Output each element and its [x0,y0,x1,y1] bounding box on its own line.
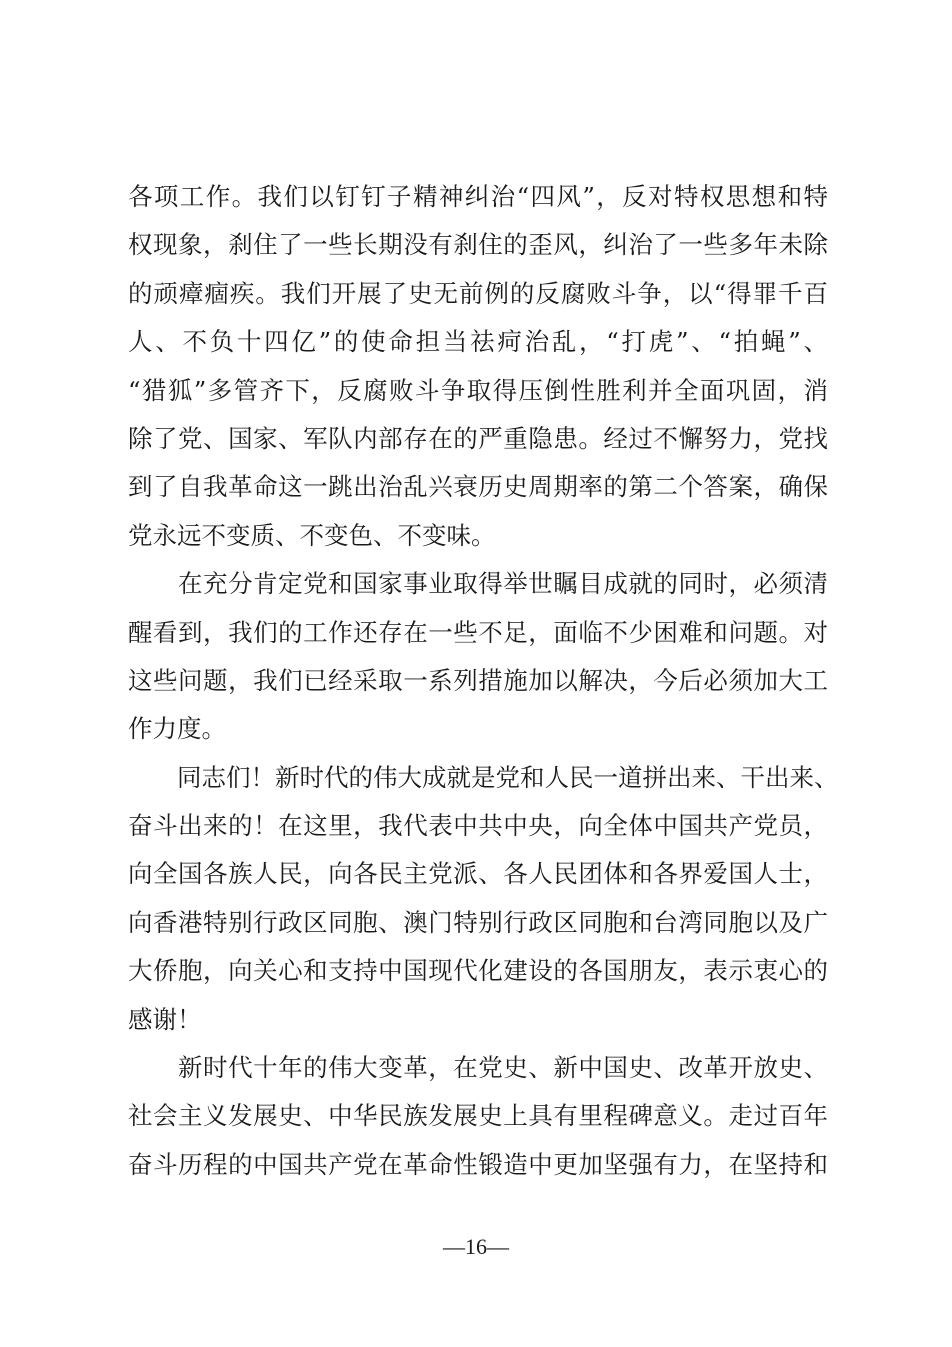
text-line: 作力度。 [128,714,226,744]
text-line: 同志们！新时代的伟大成就是党和人民一道拼出来、干出来、 [128,762,839,792]
page-number: —16— [443,1234,509,1259]
page-body [128,173,839,1189]
text-line: 奋斗历程的中国共产党在革命性锻造中更加坚强有力，在坚持和 [128,1149,828,1179]
text-line: 向香港特别行政区同胞、澳门特别行政区同胞和台湾同胞以及广 [128,907,828,937]
text-line: 社会主义发展史、中华民族发展史上具有里程碑意义。走过百年 [128,1101,828,1131]
paragraph-2 [128,560,828,754]
text-line: 除了党、国家、军队内部存在的严重隐患。经过不懈努力，党找 [128,423,828,453]
text-line: 这些问题，我们已经采取一系列措施加以解决，今后必须加大工 [128,665,828,695]
paragraph-1 [128,173,828,560]
text-line: 的顽瘴痼疾。我们开展了史无前例的反腐败斗争，以“得罪千百 [128,278,828,308]
text-line: 人、不负十四亿”的使命担当祛疴治乱，“打虎”、“拍蝇”、 [128,327,828,357]
text-line: “猎狐”多管齐下，反腐败斗争取得压倒性胜利并全面巩固，消 [128,375,828,405]
text-line: 奋斗出来的！在这里，我代表中共中央，向全体中国共产党员， [128,811,828,841]
paragraph-4 [128,1044,828,1189]
paragraph-3 [128,754,839,1044]
text-line: 新时代十年的伟大变革，在党史、新中国史、改革开放史、 [128,1053,828,1083]
text-line: 各项工作。我们以钉钉子精神纠治“四风”，反对特权思想和特 [128,182,828,211]
text-line: 到了自我革命这一跳出治乱兴衰历史周期率的第二个答案，确保 [128,472,828,502]
text-line: 党永远不变质、不变色、不变味。 [128,520,496,550]
text-line: 权现象，刹住了一些长期没有刹住的歪风，纠治了一些多年未除 [128,230,828,260]
text-line: 醒看到，我们的工作还存在一些不足，面临不少困难和问题。对 [128,617,828,647]
text-line: 感谢！ [128,1004,202,1034]
text-line: 大侨胞，向关心和支持中国现代化建设的各国朋友，表示衷心的 [128,956,828,986]
text-line: 向全国各族人民，向各民主党派、各人民团体和各界爱国人士， [128,859,828,889]
text-line: 在充分肯定党和国家事业取得举世瞩目成就的同时，必须清 [128,569,828,599]
